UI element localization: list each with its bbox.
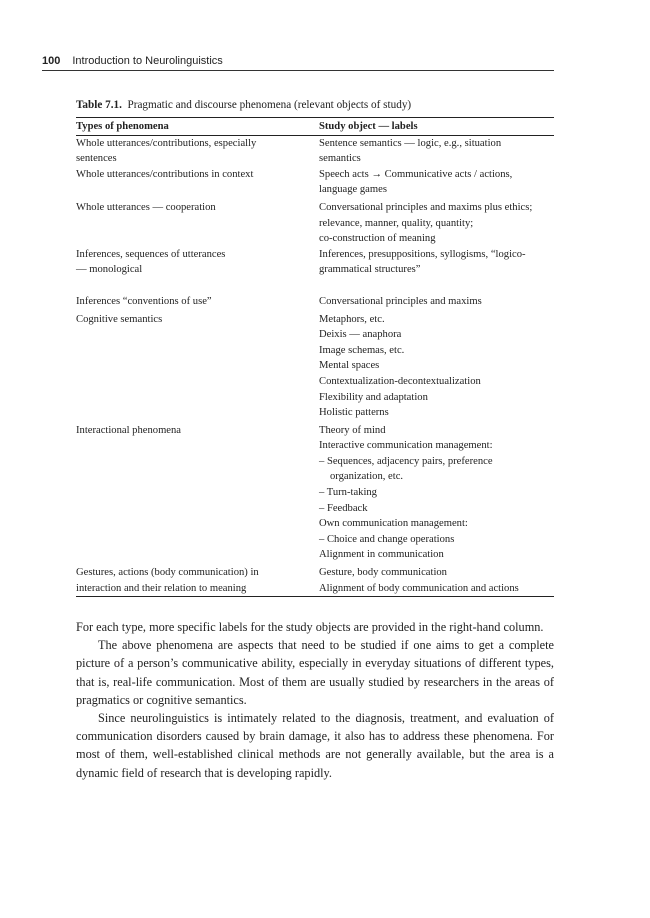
table-row [76, 200, 554, 247]
objects-cell [319, 312, 554, 421]
cell-text: semantics [319, 153, 361, 165]
objects-cell [319, 565, 554, 597]
cell-text: Conversational principles and maxims plus ethics; [319, 201, 533, 213]
table-row [76, 423, 554, 563]
objects-cell [319, 167, 554, 198]
cell-text: Alignment in communication [319, 549, 444, 561]
cell-text: sentences [76, 153, 117, 165]
cell-text: co-construction of meaning [319, 233, 436, 245]
cell-text: Speech acts → Communicative acts / actions, [319, 168, 513, 180]
body-text [76, 618, 554, 782]
cell-text: – Turn-taking [319, 487, 377, 499]
type-cell [76, 423, 319, 563]
phenomena-table [76, 117, 554, 597]
cell-text: – Feedback [319, 502, 368, 514]
cell-text: Flexibility and adaptation [319, 391, 428, 403]
cell-text: Deixis — anaphora [319, 329, 402, 341]
cell-text: interaction and their relation to meaning [76, 582, 247, 594]
table-row [76, 565, 554, 597]
type-cell [76, 135, 319, 167]
paragraph: For each type, more specific labels for the study objects are provided in the right-hand column. [76, 620, 544, 634]
column-header-study-object: Study object — labels [319, 118, 554, 136]
cell-text: organization, etc. [330, 471, 404, 483]
table-caption-text: Pragmatic and discourse phenomena (relevant objects of study) [127, 99, 412, 111]
cell-text: Image schemas, etc. [319, 344, 405, 356]
type-cell [76, 312, 319, 421]
table-caption-label: Table 7.1. [76, 99, 122, 111]
cell-text: Interactional phenomena [76, 424, 182, 436]
column-header-types: Types of phenomena [76, 118, 319, 136]
cell-text: Whole utterances/contributions, especially [76, 137, 257, 149]
cell-text: Alignment of body communication and actions [319, 582, 519, 594]
table-row [76, 135, 554, 167]
cell-text: Gesture, body communication [319, 567, 447, 579]
table-header-row [76, 118, 554, 136]
cell-text: Interactive communication management: [319, 440, 493, 452]
cell-text: Cognitive semantics [76, 313, 163, 325]
type-cell [76, 167, 319, 198]
table-row [76, 312, 554, 421]
table-row [76, 167, 554, 198]
cell-text: Inferences “conventions of use” [76, 295, 212, 307]
objects-cell [319, 247, 554, 278]
objects-cell [319, 200, 554, 247]
cell-text: Gestures, actions (body communication) in [76, 567, 259, 579]
cell-text: — monological [76, 264, 143, 276]
cell-text: Sentence semantics — logic, e.g., situation [319, 137, 502, 149]
cell-text: Whole utterances — cooperation [76, 201, 216, 213]
type-cell [76, 247, 319, 278]
paragraph: Since neurolinguistics is intimately related to the diagnosis, treatment, and evaluation of communication disorders caused by brain damage, it also has to address these phenomena. For most of them, well-established clinical methods are not generally available, but the area is a dynamic field of research that is developing rapidly. [76, 711, 554, 780]
type-cell [76, 294, 319, 310]
cell-text: Conversational principles and maxims [319, 295, 482, 307]
cell-text: Inferences, presuppositions, syllogisms, “logico- [319, 248, 526, 260]
cell-text: – Choice and change operations [319, 533, 455, 545]
cell-text: Mental spaces [319, 360, 380, 372]
cell-text: – Sequences, adjacency pairs, preference [319, 455, 493, 467]
table-caption [76, 98, 554, 112]
cell-text: relevance, manner, quality, quantity; [319, 217, 474, 229]
cell-text: Metaphors, etc. [319, 313, 385, 325]
cell-text: Own communication management: [319, 518, 468, 530]
cell-text: Holistic patterns [319, 407, 389, 419]
cell-text: language games [319, 184, 387, 196]
cell-text: grammatical structures” [319, 264, 421, 276]
paragraph: The above phenomena are aspects that need to be studied if one aims to get a complete picture of a person’s communicative ability, especially in everyday situations of different types, that is, real-life communication. Most of them are usually studied by researchers in the areas of pragmatics or cognitive semantics. [76, 638, 554, 707]
cell-text: Inferences, sequences of utterances [76, 248, 226, 260]
running-head [42, 55, 554, 71]
type-cell [76, 565, 319, 597]
cell-text: Theory of mind [319, 424, 386, 436]
page-number: 100 [42, 55, 61, 67]
running-title: Introduction to Neurolinguistics [72, 55, 223, 67]
objects-cell [319, 294, 554, 310]
table-row [76, 294, 554, 310]
table-row [76, 247, 554, 278]
type-cell [76, 200, 319, 247]
cell-text: Contextualization-decontextualization [319, 375, 481, 387]
objects-cell [319, 135, 554, 167]
cell-text: Whole utterances/contributions in context [76, 168, 254, 180]
objects-cell [319, 423, 554, 563]
